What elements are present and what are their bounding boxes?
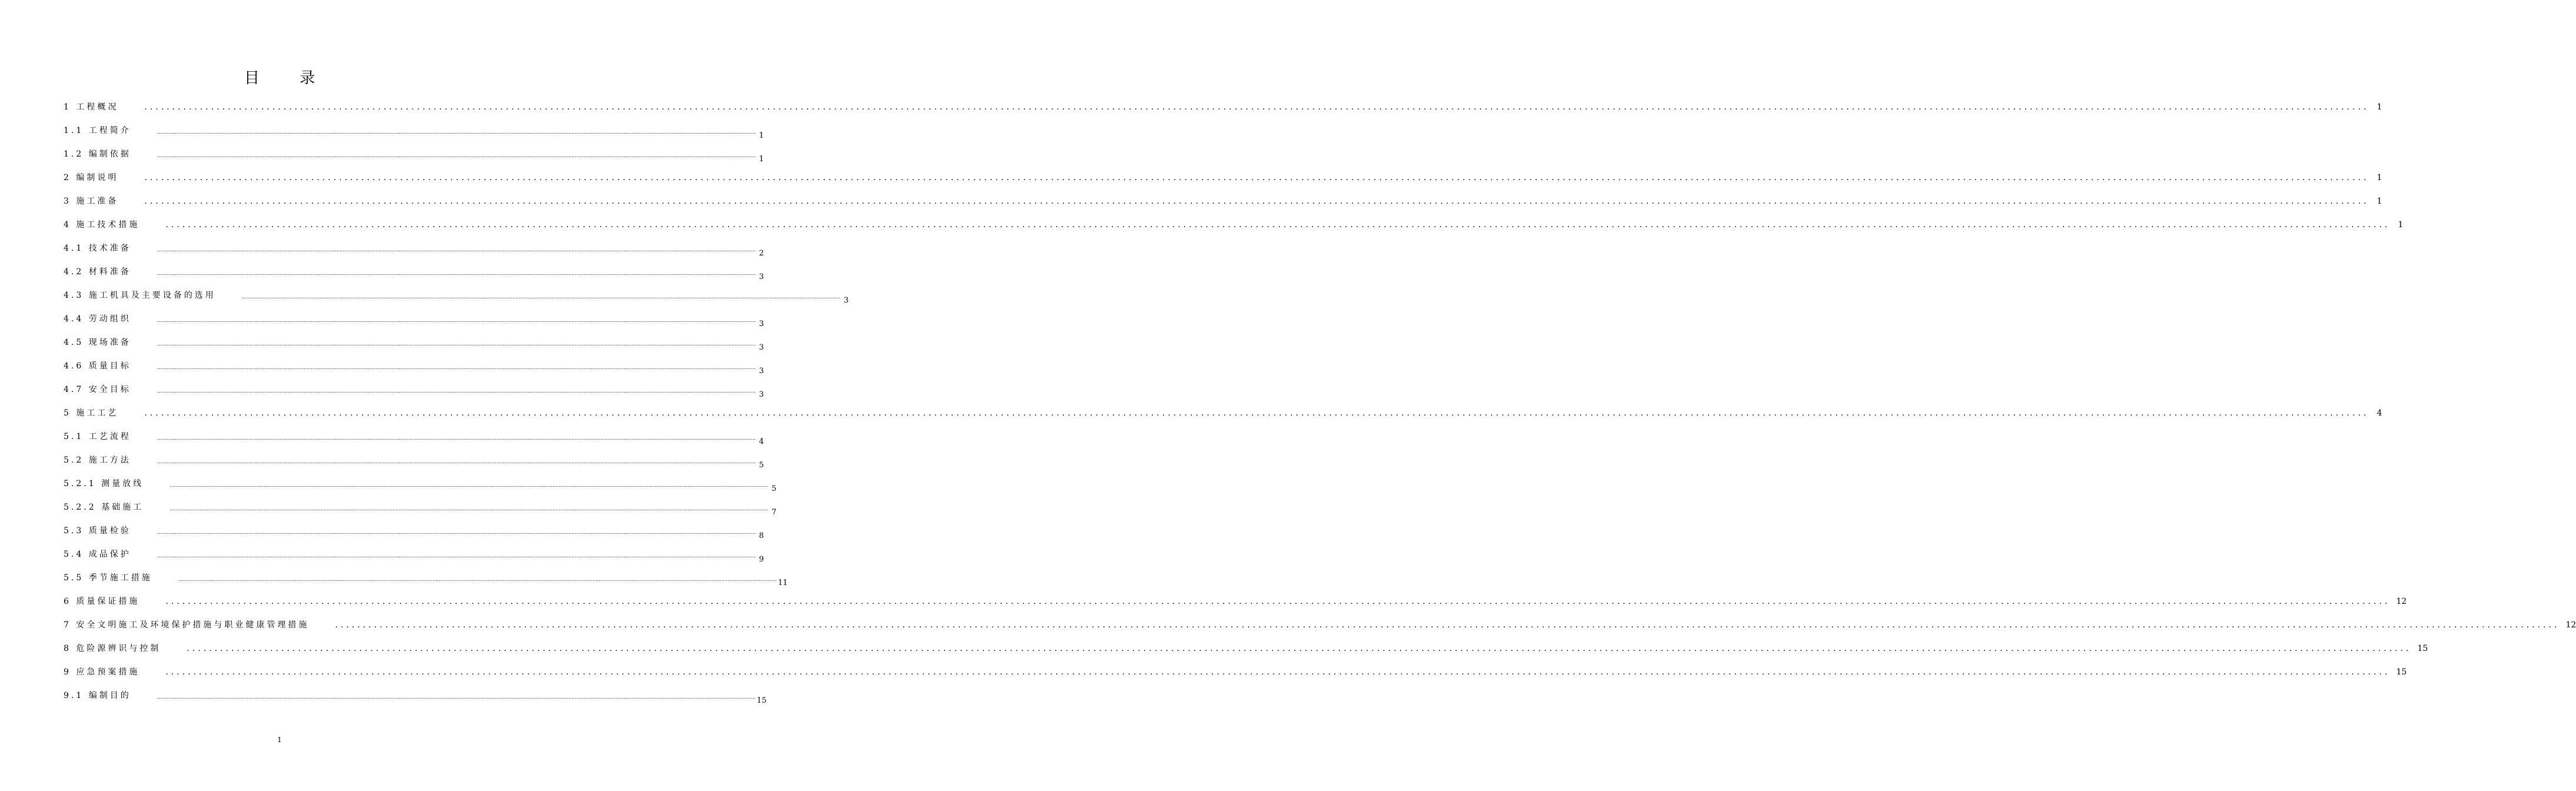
toc-entry-page: 5 xyxy=(771,484,777,493)
toc-entry-page: 15 xyxy=(756,696,767,705)
toc-entry[interactable] xyxy=(64,99,2382,122)
toc-entry-page: 3 xyxy=(759,320,764,328)
toc-entry[interactable] xyxy=(64,217,2404,240)
toc-leader-dots: ................................................................................................................................................................................................................................................................................................................................................................................................................ xyxy=(169,506,769,511)
toc-entry-label: 4.5 现场准备 xyxy=(64,338,131,347)
toc-entry-label: 5.5 季节施工措施 xyxy=(64,573,152,583)
toc-entry-label: 4.7 安全目标 xyxy=(64,385,131,394)
toc-entry-page: 3 xyxy=(759,343,764,352)
toc-entry-page: 1 xyxy=(759,131,764,140)
toc-leader-dots: ................................................................................................................................................................................................................................................................................................................................................................................................................ xyxy=(169,483,769,488)
toc-entry-label: 5.4 成品保护 xyxy=(64,550,131,559)
toc-entry-label: 1.2 编制依据 xyxy=(64,149,131,159)
toc-entry-label: 9 应急预案措施 xyxy=(64,667,140,677)
toc-entry-page: 4 xyxy=(2376,408,2382,418)
toc-entry-page: 15 xyxy=(2396,667,2407,677)
toc-entry-page: 3 xyxy=(759,272,764,281)
toc-leader-dots: ................................................................................................................................................................................................................................................................................................................................................................................................................ xyxy=(187,644,2412,653)
toc-leader-dots: ................................................................................................................................................................................................................................................................................................................................................................................................................ xyxy=(165,597,2391,606)
toc-leader-dots: ................................................................................................................................................................................................................................................................................................................................................................................................................ xyxy=(165,667,2391,677)
toc-entry-page: 1 xyxy=(2398,220,2404,230)
toc-entry-label: 4.1 技术准备 xyxy=(64,244,131,253)
toc-entry-page: 11 xyxy=(777,579,788,587)
toc-entry-page: 5 xyxy=(759,461,764,470)
page-number: 1 xyxy=(277,736,282,744)
toc-entry[interactable] xyxy=(64,593,2407,617)
toc-entry-label: 5.3 质量检验 xyxy=(64,526,131,536)
toc-entry[interactable] xyxy=(64,570,788,593)
toc-leader-dots: ................................................................................................................................................................................................................................................................................................................................................................................................................ xyxy=(157,436,756,441)
toc-entry[interactable] xyxy=(64,664,2407,687)
toc-leader-dots: ................................................................................................................................................................................................................................................................................................................................................................................................................ xyxy=(157,365,756,370)
toc-entry-page: 1 xyxy=(2376,102,2382,112)
toc-entry[interactable] xyxy=(64,358,764,381)
toc-leader-dots: ................................................................................................................................................................................................................................................................................................................................................................................................................ xyxy=(144,408,2369,418)
toc-entry-page: 3 xyxy=(759,367,764,375)
toc-entry-page: 12 xyxy=(2396,597,2407,606)
toc-entry[interactable] xyxy=(64,264,764,287)
toc-leader-dots: ................................................................................................................................................................................................................................................................................................................................................................................................................ xyxy=(165,220,2391,230)
toc-leader-dots: ................................................................................................................................................................................................................................................................................................................................................................................................................ xyxy=(335,620,2560,630)
toc-leader-dots: ................................................................................................................................................................................................................................................................................................................................................................................................................ xyxy=(157,459,756,464)
toc-leader-dots: ................................................................................................................................................................................................................................................................................................................................................................................................................ xyxy=(157,553,756,559)
toc-entry[interactable] xyxy=(64,546,764,570)
toc-leader-dots: ................................................................................................................................................................................................................................................................................................................................................................................................................ xyxy=(144,197,2369,206)
toc-entry[interactable] xyxy=(64,240,764,264)
toc-entry[interactable] xyxy=(64,617,2576,640)
toc-entry[interactable] xyxy=(64,523,764,546)
toc-entry-label: 5.1 工艺流程 xyxy=(64,432,131,441)
toc-entry-page: 12 xyxy=(2565,620,2576,630)
toc-entry-label: 5 施工工艺 xyxy=(64,408,119,418)
toc-entry[interactable] xyxy=(64,405,2382,428)
toc-entry[interactable] xyxy=(64,122,764,146)
toc-entry-page: 9 xyxy=(759,555,764,564)
toc-entry-label: 3 施工准备 xyxy=(64,197,119,206)
toc-entry[interactable] xyxy=(64,287,849,311)
toc-entry[interactable] xyxy=(64,499,777,523)
toc-entry-page: 8 xyxy=(759,531,764,540)
toc-leader-dots: ................................................................................................................................................................................................................................................................................................................................................................................................................ xyxy=(157,271,756,276)
toc-entry[interactable] xyxy=(64,687,767,711)
toc-entry-label: 1.1 工程简介 xyxy=(64,126,131,135)
toc-entry[interactable] xyxy=(64,146,764,170)
toc-entry[interactable] xyxy=(64,170,2382,193)
toc-entry[interactable] xyxy=(64,381,764,405)
toc-entry-page: 1 xyxy=(2376,197,2382,206)
toc-entry-page: 4 xyxy=(759,437,764,446)
toc-entry-page: 1 xyxy=(2376,173,2382,182)
toc-entry-page: 3 xyxy=(843,296,849,305)
page-title: 目 录 xyxy=(244,69,333,87)
toc-entry[interactable] xyxy=(64,311,764,334)
toc-entry[interactable] xyxy=(64,476,777,499)
toc-leader-dots: ................................................................................................................................................................................................................................................................................................................................................................................................................ xyxy=(241,294,840,300)
toc-entry-label: 7 安全文明施工及环境保护措施与职业健康管理措施 xyxy=(64,620,310,630)
toc-entry-label: 4.2 材料准备 xyxy=(64,267,131,277)
toc-leader-dots: ................................................................................................................................................................................................................................................................................................................................................................................................................ xyxy=(157,129,756,135)
toc-leader-dots: ................................................................................................................................................................................................................................................................................................................................................................................................................ xyxy=(144,102,2369,112)
toc-entry-page: 1 xyxy=(759,155,764,164)
toc-entry[interactable] xyxy=(64,334,764,358)
toc-entry-label: 4.6 质量目标 xyxy=(64,361,131,371)
toc-entry-label: 6 质量保证措施 xyxy=(64,597,140,606)
toc-leader-dots: ................................................................................................................................................................................................................................................................................................................................................................................................................ xyxy=(157,341,756,347)
toc-entry-label: 9.1 编制目的 xyxy=(64,691,131,700)
toc-leader-dots: ................................................................................................................................................................................................................................................................................................................................................................................................................ xyxy=(157,153,756,158)
toc-entry[interactable] xyxy=(64,452,764,476)
toc-entry[interactable] xyxy=(64,193,2382,217)
toc-entry[interactable] xyxy=(64,640,2428,664)
toc-entry-label: 4.3 施工机具及主要设备的选用 xyxy=(64,291,216,300)
toc-entry-page: 3 xyxy=(759,390,764,399)
toc-entry-page: 2 xyxy=(759,249,764,258)
toc-entry-label: 4.4 劳动组织 xyxy=(64,314,131,324)
toc-entry-label: 4 施工技术措施 xyxy=(64,220,140,230)
toc-leader-dots: ................................................................................................................................................................................................................................................................................................................................................................................................................ xyxy=(157,388,756,394)
toc-leader-dots: ................................................................................................................................................................................................................................................................................................................................................................................................................ xyxy=(157,530,756,535)
toc-leader-dots: ................................................................................................................................................................................................................................................................................................................................................................................................................ xyxy=(157,694,756,700)
toc-entry-label: 1 工程概况 xyxy=(64,102,119,112)
toc-entry-label: 2 编制说明 xyxy=(64,173,119,182)
toc-leader-dots: ................................................................................................................................................................................................................................................................................................................................................................................................................ xyxy=(178,577,777,582)
toc-leader-dots: ................................................................................................................................................................................................................................................................................................................................................................................................................ xyxy=(157,318,756,323)
toc-entry-label: 5.2.2 基础施工 xyxy=(64,503,144,512)
toc-entry-page: 7 xyxy=(771,508,777,517)
toc-entry-label: 8 危险源辨识与控制 xyxy=(64,644,161,653)
toc-entry-label: 5.2.1 测量放线 xyxy=(64,479,144,488)
toc-leader-dots: ................................................................................................................................................................................................................................................................................................................................................................................................................ xyxy=(157,247,756,252)
toc-entry-label: 5.2 施工方法 xyxy=(64,456,131,465)
toc-entry-page: 15 xyxy=(2417,644,2428,653)
table-of-contents xyxy=(64,99,2576,711)
toc-entry[interactable] xyxy=(64,428,764,452)
toc-leader-dots: ................................................................................................................................................................................................................................................................................................................................................................................................................ xyxy=(144,173,2369,182)
